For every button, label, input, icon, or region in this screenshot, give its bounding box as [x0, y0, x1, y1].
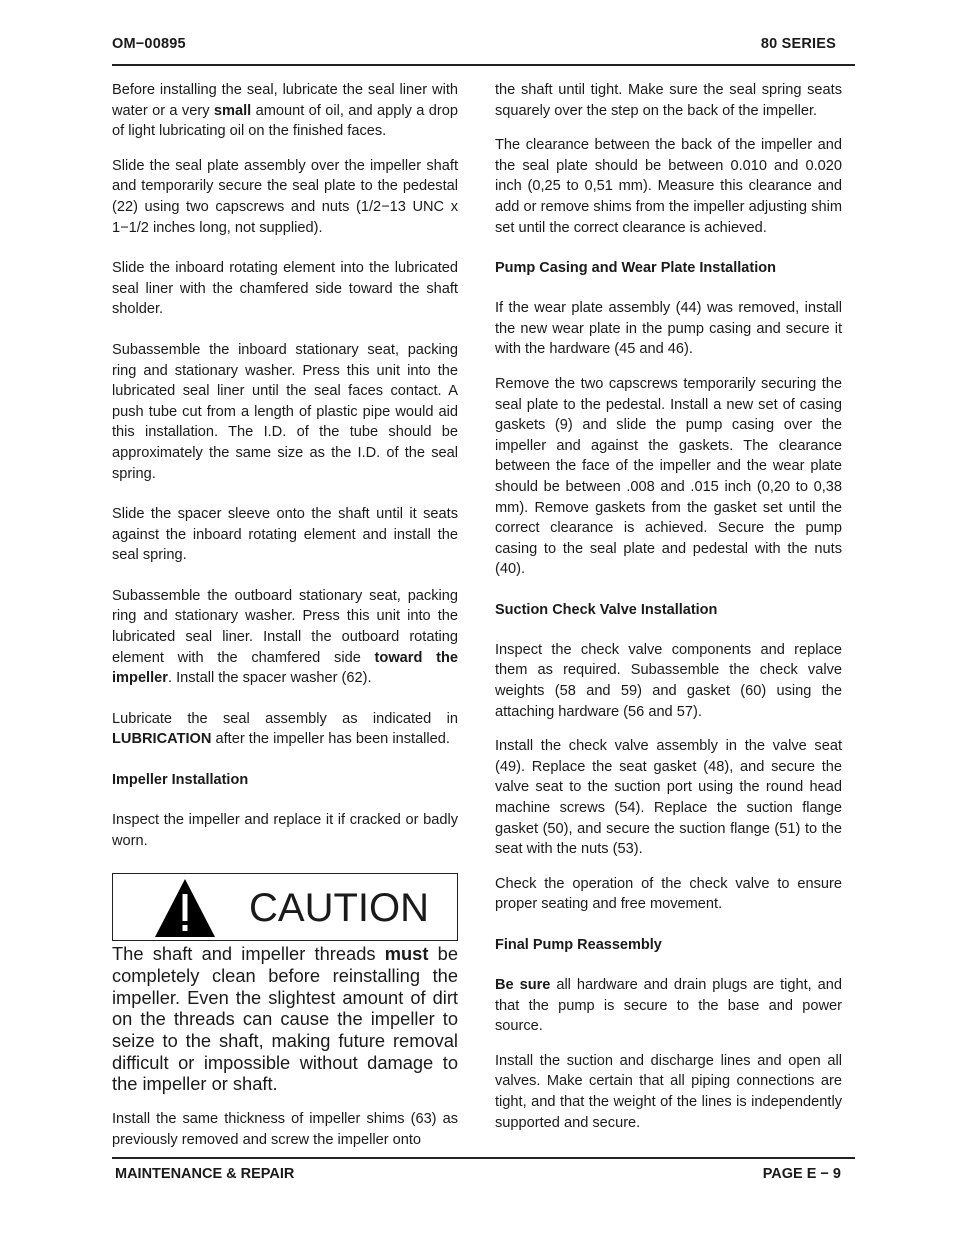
paragraph: The clearance between the back of the impeller and the seal plate should be between 0.010 and 0.020 inch (0,25 to 0,51 mm). Measure this clearance and add or remove shims from the impeller adjusting shim set until the correct clearance is achieved. [495, 137, 842, 236]
paragraph: Install the check valve assembly in the valve seat (49). Replace the seat gasket (48), and secure the valve seat to the suction port using the round head machine screws (54). Replace the suction flange gasket (50), and secure the suction flange (51) to the seat with the nuts (53). [495, 738, 842, 858]
page-number: PAGE E − 9 [762, 1166, 841, 1182]
paragraph: Subassemble the inboard stationary seat, packing ring and stationary washer. Press this unit into the lubricated seal liner until the seal faces contact. A push tube cut from a length of plastic pipe would aid this installation. The I.D. of the tube should be approximately the same size as the I.D. of the seal spring. [112, 341, 458, 482]
paragraph: Inspect the check valve components and replace them as required. Subassemble the check valve weights (58 and 59) and gasket (60) using the attaching hardware (56 and 57). [495, 641, 842, 720]
caution-message: The shaft and impeller threads must be completely clean before reinstalling the impeller. Even the slightest amount of dirt on the threads can cause the impeller to seize to the shaft, making future removal difficult or impossible without damage to the impeller or shaft. [112, 943, 458, 1095]
left-column [112, 80, 458, 1150]
paragraph: Install the same thickness of impeller shims (63) as previously removed and screw the impeller onto [112, 1111, 458, 1148]
section-heading: Suction Check Valve Installation [495, 601, 718, 618]
paragraph: Slide the inboard rotating element into the lubricated seal liner with the chamfered side toward the shaft sholder. [112, 260, 458, 318]
caution-label: CAUTION [249, 886, 429, 931]
paragraph: Lubricate the seal assembly as indicated in LUBRICATION after the impeller has been installed. [112, 710, 458, 748]
paragraph: If the wear plate assembly (44) was removed, install the new wear plate in the pump casing and secure it with the hardware (45 and 46). [495, 300, 842, 358]
paragraph: Inspect the impeller and replace it if cracked or badly worn. [112, 812, 458, 849]
paragraph: the shaft until tight. Make sure the seal spring seats squarely over the step on the back of the impeller. [495, 82, 842, 119]
warning-triangle-icon [153, 877, 217, 939]
footer-section-title: MAINTENANCE & REPAIR [115, 1166, 295, 1182]
footer-rule [112, 1157, 855, 1159]
doc-number: OM−00895 [112, 36, 186, 52]
section-heading: Impeller Installation [112, 772, 249, 789]
paragraph: Check the operation of the check valve to ensure proper seating and free movement. [495, 875, 842, 913]
paragraph: Slide the seal plate assembly over the impeller shaft and temporarily secure the seal plate to the pedestal (22) using two capscrews and nuts (1/2−13 UNC x 1−1/2 inches long, not supplied). [112, 157, 458, 236]
paragraph: Be sure all hardware and drain plugs are tight, and that the pump is secure to the base and power source. [495, 977, 842, 1035]
paragraph: Install the suction and discharge lines and open all valves. Make certain that all piping connections are tight, and that the weight of the lines is independently supported and secure. [495, 1052, 842, 1131]
paragraph: Slide the spacer sleeve onto the shaft until it seats against the inboard rotating element and install the seal spring. [112, 506, 458, 564]
caution-box [112, 873, 458, 941]
header-rule [112, 64, 855, 66]
paragraph: Before installing the seal, lubricate the seal liner with water or a very small amount of oil, and apply a drop of light lubricating oil on the finished faces. [112, 82, 458, 140]
right-column [495, 80, 842, 1133]
paragraph: Subassemble the outboard stationary seat, packing ring and stationary washer. Press this unit into the lubricated seal liner. Install the outboard rotating element with the chamfered side toward the impeller. Install the spacer washer (62). [112, 587, 459, 687]
paragraph: Remove the two capscrews temporarily securing the seal plate to the pedestal. Install a new set of casing gaskets (9) and slide the pump casing over the impeller and against the gaskets. The clearance between the face of the impeller and the wear plate should be between .008 and .015 inch (0,20 to 0,38 mm). Remove gaskets from the gasket set until the correct clearance is achieved. Secure the pump casing to the seal plate and pedestal with the nuts (40). [495, 375, 842, 578]
section-heading: Pump Casing and Wear Plate Installation [495, 260, 776, 277]
series-title: 80 SERIES [760, 36, 836, 52]
section-heading: Final Pump Reassembly [495, 937, 662, 953]
